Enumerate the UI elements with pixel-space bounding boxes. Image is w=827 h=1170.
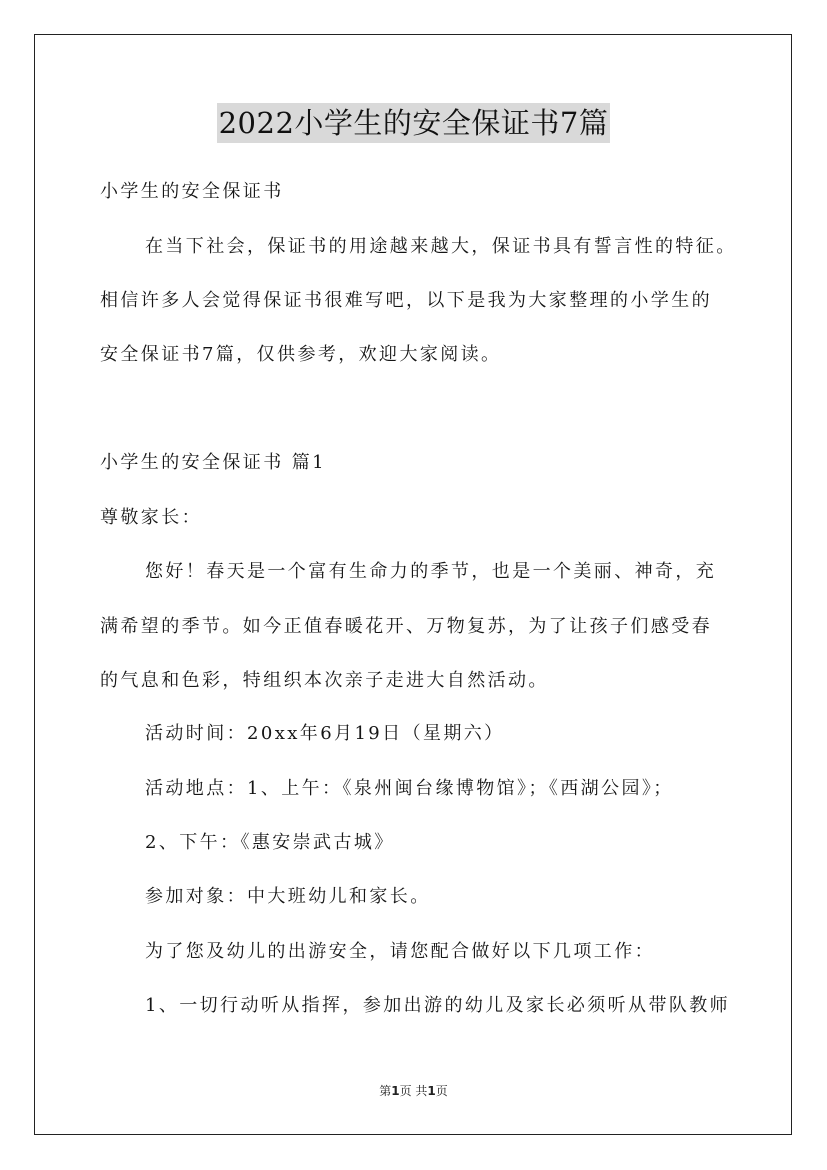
paragraph-line: 在当下社会，保证书的用途越来越大，保证书具有誓言性的特征。 [145, 236, 737, 257]
paragraph-line: 为了您及幼儿的出游安全，请您配合做好以下几项工作： [145, 941, 655, 962]
activity-location-afternoon: 2、下午：《惠安崇武古城》 [145, 832, 395, 853]
section-heading: 小学生的安全保证书 篇1 [100, 452, 326, 473]
document-title: 2022小学生的安全保证书7篇 [217, 103, 611, 143]
paragraph-line: 的气息和色彩，特组织本次亲子走进大自然活动。 [100, 670, 549, 691]
paragraph-line: 相信许多人会觉得保证书很难写吧，以下是我为大家整理的小学生的 [100, 290, 712, 311]
section-heading: 小学生的安全保证书 [100, 181, 284, 202]
footer-suffix: 页 [435, 1084, 448, 1098]
title-container [0, 103, 827, 143]
list-item: 1、一切行动听从指挥，参加出游的幼儿及家长必须听从带队教师 [145, 995, 731, 1016]
paragraph-line: 满希望的季节。如今正值春暖花开、万物复苏，为了让孩子们感受春 [100, 616, 712, 637]
participants: 参加对象：中大班幼儿和家长。 [145, 886, 431, 907]
footer-page-total: 1 [427, 1084, 436, 1098]
activity-time: 活动时间：20xx年6月19日（星期六） [145, 723, 505, 744]
page-footer [0, 1082, 827, 1100]
salutation: 尊敬家长： [100, 507, 202, 528]
footer-mid: 页 共 [399, 1084, 428, 1098]
footer-page-number: 1 [391, 1084, 400, 1098]
paragraph-line: 您好！春天是一个富有生命力的季节，也是一个美丽、神奇，充 [145, 561, 717, 582]
footer-prefix: 第 [379, 1084, 392, 1098]
paragraph-line: 安全保证书7篇，仅供参考，欢迎大家阅读。 [100, 344, 502, 365]
activity-location: 活动地点：1、上午：《泉州闽台缘博物馆》；《西湖公园》； [145, 778, 674, 799]
